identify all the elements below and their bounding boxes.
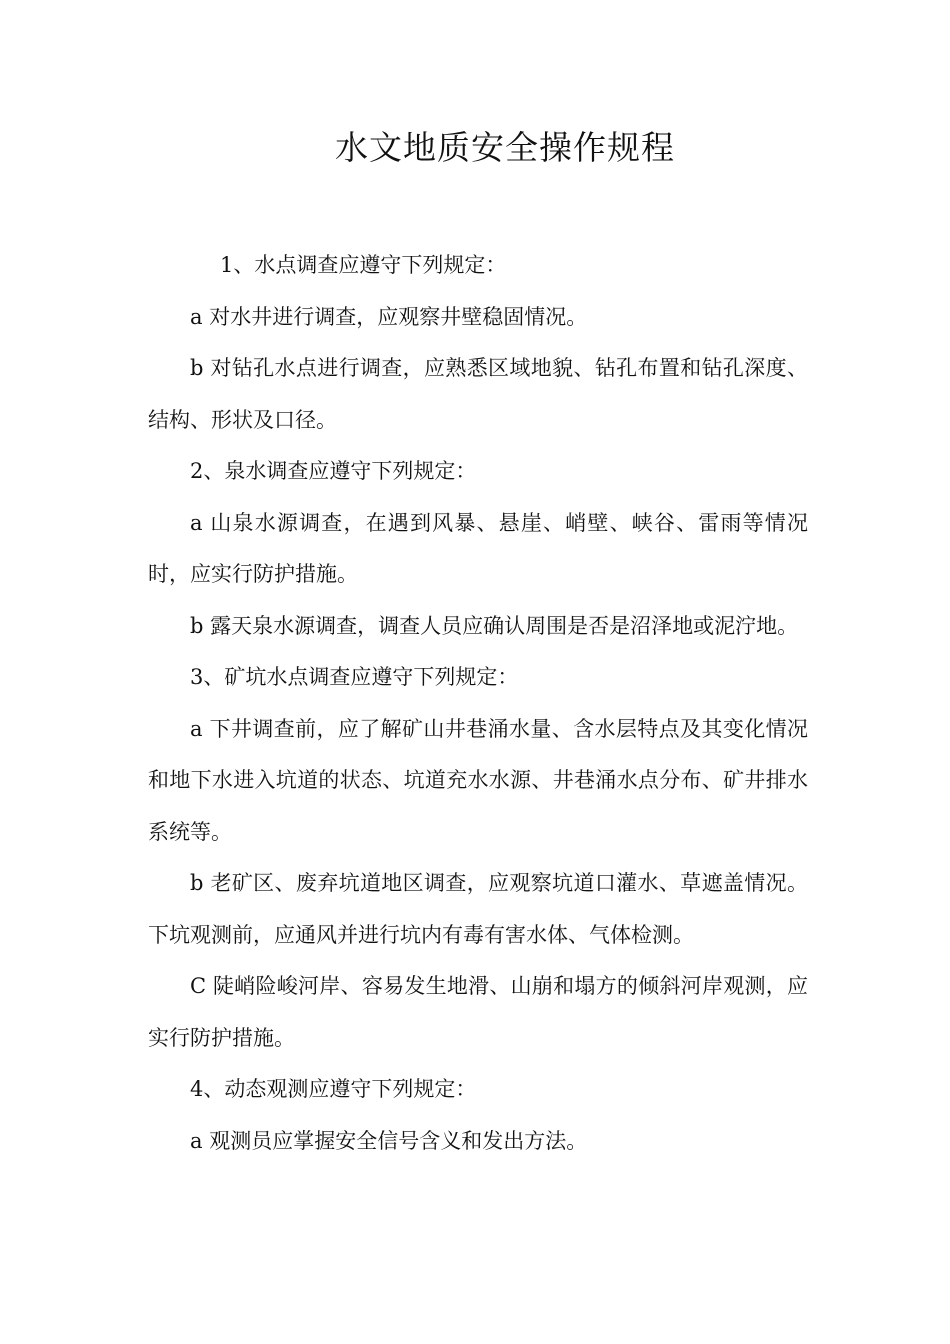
section-heading-1: 1、水点调查应遵守下列规定： [220, 253, 507, 277]
paragraph: a 山泉水源调查，在遇到风暴、悬崖、峭壁、峡谷、雷雨等情况时，应实行防护措施。 [148, 510, 808, 586]
document-title: 水文地质安全操作规程 [335, 128, 675, 167]
paragraph: b 对钻孔水点进行调查，应熟悉区域地貌、钻孔布置和钻孔深度、结构、形状及口径。 [148, 356, 808, 432]
paragraph: a 下井调查前，应了解矿山井巷涌水量、含水层特点及其变化情况和地下水进入坑道的状态、坑道充水水源、井巷涌水点分布、矿井排水系统等。 [148, 716, 808, 844]
paragraph: a 对水井进行调查，应观察井壁稳固情况。 [190, 304, 588, 329]
section-heading-4: 4、动态观测应遵守下列规定： [190, 1077, 477, 1101]
section-heading-3: 3、矿坑水点调查应遵守下列规定： [190, 665, 519, 689]
paragraph: C 陡峭险峻河岸、容易发生地滑、山崩和塌方的倾斜河岸观测，应实行防护措施。 [148, 974, 808, 1050]
section-heading-2: 2、泉水调查应遵守下列规定： [190, 459, 477, 483]
paragraph: b 老矿区、废弃坑道地区调查，应观察坑道口灌水、草遮盖情况。下坑观测前，应通风并进行坑内有毒有害水体、气体检测。 [148, 871, 808, 947]
document-body [148, 240, 808, 1167]
paragraph: a 观测员应掌握安全信号含义和发出方法。 [190, 1128, 588, 1153]
paragraph: b 露天泉水源调查，调查人员应确认周围是否是沼泽地或泥泞地。 [190, 613, 799, 638]
